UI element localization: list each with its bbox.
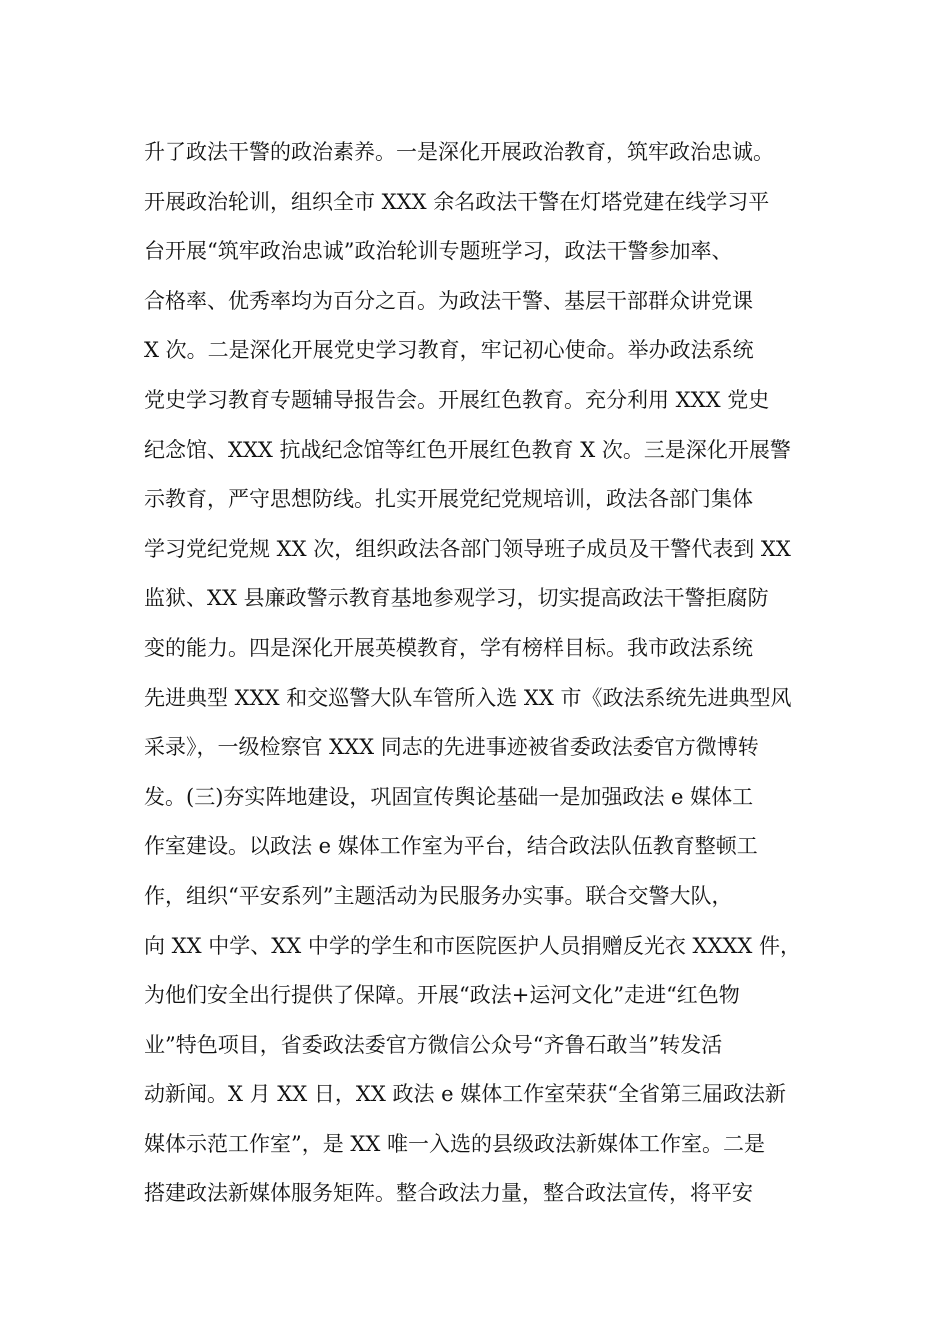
- text-line-4: 合格率、优秀率均为百分之百。为政法干警、基层干部群众讲党课: [144, 288, 753, 313]
- text-line-1: 升了政法干警的政治素养。一是深化开展政治教育，筑牢政治忠诚。: [144, 140, 774, 164]
- text-line-2: 开展政治轮训，组织全市 XXX 余名政法干警在灯塔党建在线学习平: [144, 189, 770, 214]
- text-line-13: 采录》，一级检察官 XXX 同志的先进事迹被省委政法委官方微博转: [144, 735, 759, 760]
- text-line-15: 作室建设。以政法 e 媒体工作室为平台，结合政法队伍教育整顿工: [144, 834, 758, 859]
- text-line-14: 发。(三)夯实阵地建设，巩固宣传舆论基础一是加强政法 e 媒体工: [144, 784, 754, 809]
- text-line-17: 向 XX 中学、XX 中学的学生和市医院医护人员捐赠反光衣 XXXX 件，: [144, 933, 801, 958]
- text-line-7: 纪念馆、XXX 抗战纪念馆等红色开展红色教育 X 次。三是深化开展警: [144, 437, 791, 462]
- text-line-8: 示教育，严守思想防线。扎实开展党纪党规培训，政法各部门集体: [144, 487, 753, 512]
- text-line-5: X 次。二是深化开展党史学习教育，牢记初心使命。举办政法系统: [144, 338, 754, 363]
- text-line-11: 变的能力。四是深化开展英模教育，学有榜样目标。我市政法系统: [144, 635, 753, 660]
- body-paragraph: [144, 128, 824, 1219]
- text-line-6: 党史学习教育专题辅导报告会。开展红色教育。充分利用 XXX 党史: [144, 387, 770, 412]
- text-line-20: 动新闻。X 月 XX 日，XX 政法 e 媒体工作室荣获“全省第三届政法新: [144, 1082, 786, 1107]
- text-line-3: 台开展“筑牢政治忠诚”政治轮训专题班学习，政法干警参加率、: [144, 239, 733, 264]
- text-line-21: 媒体示范工作室”，是 XX 唯一入选的县级政法新媒体工作室。二是: [144, 1131, 765, 1156]
- text-line-10: 监狱、XX 县廉政警示教育基地参观学习，切实提高政法干警拒腐防: [144, 586, 769, 611]
- text-line-18: 为他们安全出行提供了保障。开展“政法+运河文化”走进“红色物: [144, 983, 740, 1008]
- text-line-9: 学习党纪党规 XX 次，组织政法各部门领导班子成员及干警代表到 XX: [144, 536, 791, 561]
- text-line-19: 业”特色项目，省委政法委官方微信公众号“齐鲁石敢当”转发活: [144, 1032, 723, 1057]
- text-line-16: 作，组织“平安系列”主题活动为民服务办实事。联合交警大队，: [144, 883, 733, 908]
- text-line-12: 先进典型 XXX 和交巡警大队车管所入选 XX 市《政法系统先进典型风: [144, 685, 792, 710]
- text-line-22: 搭建政法新媒体服务矩阵。整合政法力量，整合政法宣传，将平安: [144, 1181, 753, 1206]
